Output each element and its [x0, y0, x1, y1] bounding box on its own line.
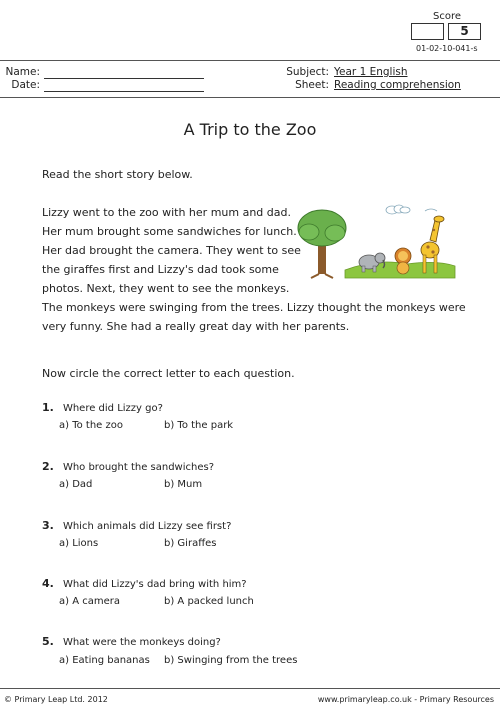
name-field[interactable]: [44, 78, 204, 79]
sheet-label: Sheet:: [295, 79, 329, 91]
header-divider-top: [0, 60, 500, 61]
question-text: Which animals did Lizzy see first?: [62, 521, 232, 532]
question-number: 2.: [42, 460, 54, 473]
worksheet-code: 01-02-10-041-s: [416, 44, 478, 53]
question-text: Who brought the sandwiches?: [62, 462, 215, 473]
header-divider-bottom: [0, 97, 500, 98]
question-2: [42, 455, 482, 474]
score-box-empty: [411, 23, 444, 40]
question-text: What did Lizzy's dad bring with him?: [62, 579, 247, 590]
story-line: Her mum brought some sandwiches for lunch.: [42, 225, 297, 238]
story-line: The monkeys were swinging from the trees. Lizzy thought the monkeys were: [42, 301, 466, 314]
story-line: very funny. She had a really great day with her parents.: [42, 320, 350, 333]
question-3: [42, 514, 482, 533]
question-number: 3.: [42, 519, 54, 532]
option-a[interactable]: a) Eating bananas: [59, 655, 150, 666]
score-value: 5: [448, 23, 481, 40]
story-line: Her dad brought the camera. They went to see: [42, 244, 301, 257]
subject-label: Subject:: [286, 66, 329, 78]
lion-icon: [395, 248, 411, 274]
question-4: [42, 572, 482, 591]
option-a[interactable]: a) A camera: [59, 596, 120, 607]
story-line: the giraffes first and Lizzy's dad took some: [42, 263, 279, 276]
option-b[interactable]: b) A packed lunch: [164, 596, 254, 607]
question-number: 1.: [42, 401, 54, 414]
question-number: 5.: [42, 635, 54, 648]
option-b[interactable]: b) Mum: [164, 479, 203, 490]
question-number: 4.: [42, 577, 54, 590]
question-text: What were the monkeys doing?: [62, 637, 221, 648]
question-text: Where did Lizzy go?: [62, 403, 163, 414]
score-label: Score: [433, 11, 462, 22]
cloud-icon: [386, 205, 410, 214]
footer-divider: [0, 688, 500, 689]
sheet-value: Reading comprehension: [334, 79, 461, 91]
page-title: A Trip to the Zoo: [183, 120, 317, 139]
tree-icon: [298, 210, 346, 278]
story-line: Lizzy went to the zoo with her mum and dad.: [42, 206, 291, 219]
story-line: photos. Next, they went to see the monkeys.: [42, 282, 290, 295]
name-label: Name:: [5, 66, 40, 78]
footer-copyright: © Primary Leap Ltd. 2012: [4, 695, 108, 704]
option-a[interactable]: a) Dad: [59, 479, 93, 490]
question-1: [42, 396, 482, 415]
question-5: [42, 630, 482, 649]
date-label: Date:: [11, 79, 40, 91]
option-b[interactable]: b) To the park: [164, 420, 234, 431]
option-b[interactable]: b) Swinging from the trees: [164, 655, 298, 666]
option-b[interactable]: b) Giraffes: [164, 538, 217, 549]
intro-text: Read the short story below.: [42, 168, 193, 181]
instruction-text: Now circle the correct letter to each question.: [42, 367, 295, 380]
zoo-illustration: [297, 200, 457, 282]
date-field[interactable]: [44, 91, 204, 92]
subject-value: Year 1 English: [334, 66, 408, 78]
footer-website-link[interactable]: www.primaryleap.co.uk - Primary Resources: [317, 695, 494, 704]
option-a[interactable]: a) Lions: [59, 538, 99, 549]
option-a[interactable]: a) To the zoo: [59, 420, 123, 431]
